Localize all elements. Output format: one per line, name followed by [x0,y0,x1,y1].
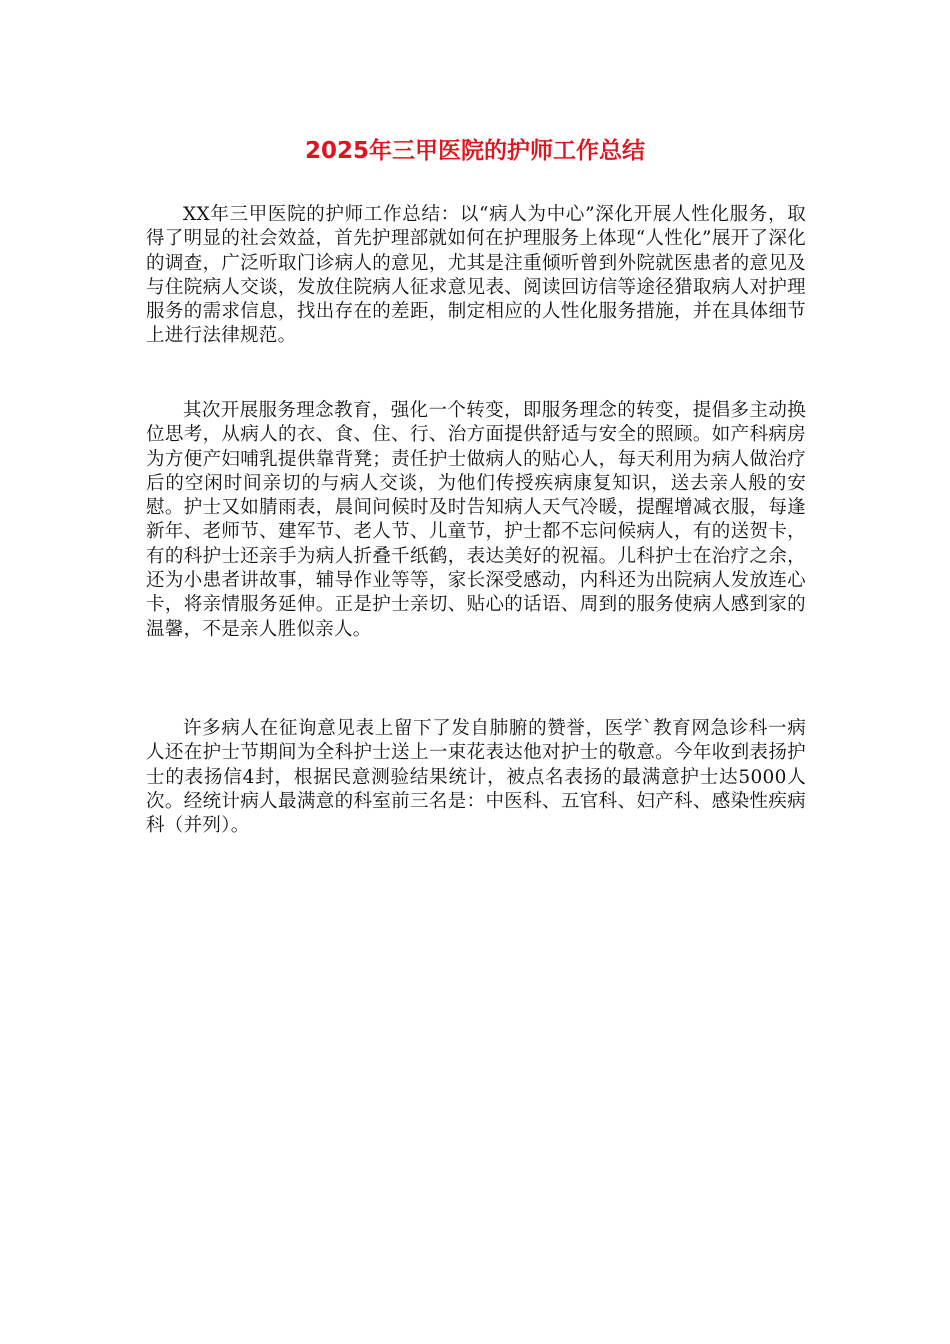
document-title: 2025年三甲医院的护师工作总结 [304,138,645,164]
paragraph-1: XX年三甲医院的护师工作总结：以“病人为中心”深化开展人性化服务，取得了明显的社会效益，首先护理部就如何在护理服务上体现“人性化”展开了深化的调查，广泛听取门诊病人的意见，尤其是注重倾听曾到外院就医患者的意见及与住院病人交谈，发放住院病人征求意见表、阅读回访信等途径猎取病人对护理服务的需求信息，找出存在的差距，制定相应的人性化服务措施，并在具体细节上进行法律规范。 [146,204,806,347]
paragraph-2: 其次开展服务理念教育，强化一个转变，即服务理念的转变，提倡多主动换位思考，从病人的衣、食、住、行、治方面提供舒适与安全的照顾。如产科病房为方便产妇哺乳提供靠背凳；责任护士做病人的贴心人，每天利用为病人做治疗后的空闲时间亲切的与病人交谈，为他们传授疾病康复知识，送去亲人般的安慰。护士又如腈雨表，晨间问候时及时告知病人天气冷暖，提醒增减衣服，每逢新年、老师节、建军节、老人节、儿童节，护士都不忘问候病人，有的送贺卡，有的科护士还亲手为病人折叠千纸鹤，表达美好的祝福。儿科护士在治疗之余，还为小患者讲故事，辅导作业等等，家长深受感动，内科还为出院病人发放连心卡，将亲情服务延伸。正是护士亲切、贴心的话语、周到的服务使病人感到家的温馨，不是亲人胜似亲人。 [146,400,806,640]
paragraph-3: 许多病人在征询意见表上留下了发自肺腑的赞誉，医学`教育网急诊科一病人还在护士节期间为全科护士送上一束花表达他对护士的敬意。今年收到表扬护士的表扬信4封，根据民意测验结果统计，被点名表扬的最满意护士达5000人次。经统计病人最满意的科室前三名是：中医科、五官科、妇产科、感染性疾病科（并列）。 [146,718,806,837]
